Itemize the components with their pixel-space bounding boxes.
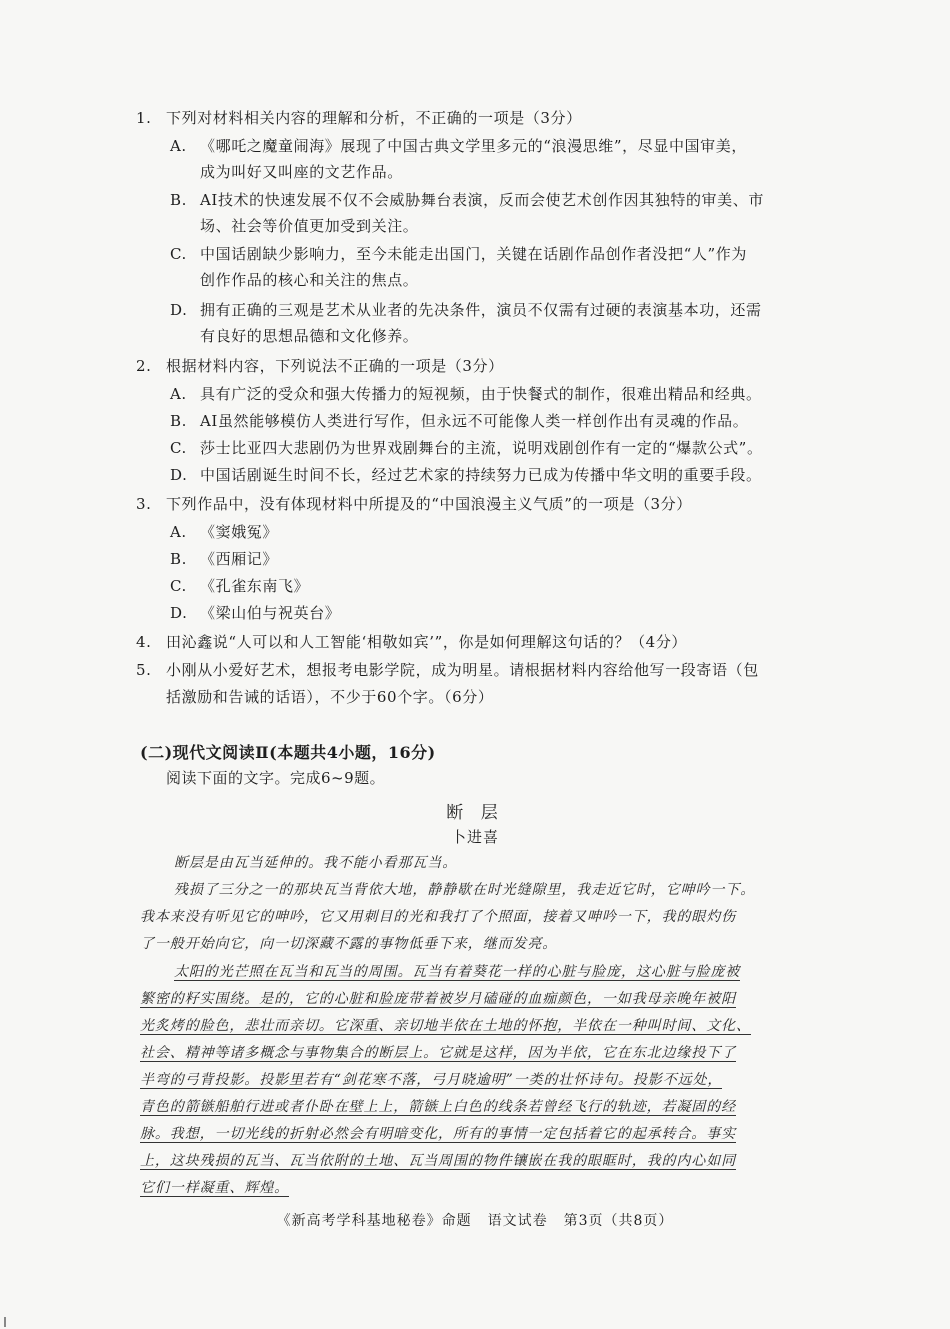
question-number: 4. bbox=[136, 633, 152, 651]
passage-line bbox=[140, 1124, 736, 1144]
footer-subject: 语文试卷 bbox=[487, 1213, 548, 1229]
passage-line bbox=[140, 989, 736, 1009]
question-number: 5. bbox=[136, 661, 152, 679]
question-number: 1. bbox=[136, 109, 152, 127]
option-letter: B. bbox=[170, 191, 187, 209]
option-3b bbox=[170, 549, 278, 569]
section-heading: (二)现代文阅读Ⅱ(本题共4小题，16分) bbox=[140, 743, 436, 762]
footer-page-number: 第3页（共8页） bbox=[563, 1213, 674, 1229]
option-text: 《孔雀东南飞》 bbox=[200, 577, 310, 595]
footer-source: 《新高考学科基地秘卷》命题 bbox=[276, 1213, 472, 1229]
option-3c bbox=[170, 576, 309, 596]
option-text: 中国话剧缺少影响力，至今未能走出国门，关键在话剧作品创作者没把“人”作为 bbox=[200, 245, 747, 263]
underlined-text: 半弯的弓背投影。投影里若有“剑花寒不落，弓月晓逾明”一类的壮怀诗句。投影不远处， bbox=[140, 1072, 723, 1088]
option-text: AI虽然能够模仿人类进行写作，但永远不可能像人类一样创作出有灵魂的作品。 bbox=[200, 412, 749, 430]
question-3 bbox=[136, 494, 692, 514]
option-letter: A. bbox=[170, 523, 187, 541]
passage-line bbox=[140, 1097, 736, 1117]
passage-line: 断层是由瓦当延伸的。我不能小看那瓦当。 bbox=[174, 855, 458, 871]
story-title: 断 层 bbox=[446, 803, 504, 823]
passage-line bbox=[174, 962, 740, 982]
option-text: 《西厢记》 bbox=[200, 550, 279, 568]
question-2 bbox=[136, 356, 504, 376]
option-text: 《哪吒之魔童闹海》展现了中国古典文学里多元的“浪漫思维”，尽显中国审美， bbox=[200, 137, 747, 155]
option-text: 中国话剧诞生时间不长，经过艺术家的持续努力已成为传播中华文明的重要手段。 bbox=[200, 466, 762, 484]
option-1b-cont: 场、社会等价值更加受到关注。 bbox=[200, 217, 419, 235]
question-4 bbox=[136, 632, 687, 652]
passage-line: 残损了三分之一的那块瓦当背依大地，静静歇在时光缝隙里，我走近它时，它呻吟一下。 bbox=[174, 882, 756, 898]
passage-line bbox=[140, 1043, 736, 1063]
story-author: 卜进喜 bbox=[450, 828, 499, 846]
question-5-cont: 括激励和告诫的话语），不少于60个字。（6分） bbox=[166, 688, 494, 706]
question-5 bbox=[136, 660, 759, 680]
option-text: 《梁山伯与祝英台》 bbox=[200, 604, 341, 622]
underlined-text: 光炙烤的脸色，悲壮而亲切。它深重、亲切地半依在土地的怀抱，半依在一种叫时间、文化、 bbox=[140, 1018, 751, 1034]
option-letter: A. bbox=[170, 137, 187, 155]
option-2a bbox=[170, 384, 762, 404]
underlined-text: 上，这块残损的瓦当、瓦当依附的土地、瓦当周围的物件镶嵌在我的眼眶时，我的内心如同 bbox=[140, 1153, 736, 1169]
page-footer bbox=[0, 1210, 950, 1230]
option-text: 拥有正确的三观是艺术从业者的先决条件，演员不仅需有过硬的表演基本功，还需 bbox=[200, 301, 762, 319]
option-letter: D. bbox=[170, 301, 188, 319]
option-2b bbox=[170, 411, 748, 431]
scan-edge-mark bbox=[4, 1317, 6, 1327]
passage-line bbox=[140, 1178, 289, 1198]
section-instruction: 阅读下面的文字。完成6~9题。 bbox=[166, 769, 386, 787]
passage-line: 我本来没有听见它的呻吟，它又用刺目的光和我打了个照面，接着又呻吟一下，我的眼灼伤 bbox=[140, 909, 736, 925]
underlined-text: 它们一样凝重、辉煌。 bbox=[140, 1180, 289, 1196]
option-2c bbox=[170, 438, 763, 458]
option-letter: D. bbox=[170, 604, 188, 622]
passage-line bbox=[140, 1016, 751, 1036]
option-1a bbox=[170, 136, 747, 156]
option-letter: B. bbox=[170, 412, 187, 430]
option-2d bbox=[170, 465, 762, 485]
option-1d bbox=[170, 300, 762, 320]
option-1c-cont: 创作作品的核心和关注的焦点。 bbox=[200, 271, 419, 289]
option-1d-cont: 有良好的思想品德和文化修养。 bbox=[200, 327, 419, 345]
question-stem: 下列对材料相关内容的理解和分析，不正确的一项是（3分） bbox=[166, 109, 582, 127]
underlined-text: 社会、精神等诸多概念与事物集合的断层上。它就是这样，因为半依，它在东北边缘投下了 bbox=[140, 1045, 736, 1061]
option-text: 莎士比亚四大悲剧仍为世界戏剧舞台的主流，说明戏剧创作有一定的“爆款公式”。 bbox=[200, 439, 763, 457]
option-text: 《窦娥冤》 bbox=[200, 523, 279, 541]
option-1c bbox=[170, 244, 747, 264]
question-number: 3. bbox=[136, 495, 152, 513]
underlined-text: 太阳的光芒照在瓦当和瓦当的周围。瓦当有着葵花一样的心脏与脸庞，这心脏与脸庞被 bbox=[174, 964, 741, 980]
passage-line: 了一般开始向它，向一切深藏不露的事物低垂下来，继而发亮。 bbox=[140, 936, 558, 952]
option-letter: B. bbox=[170, 550, 187, 568]
question-stem: 小刚从小爱好艺术，想报考电影学院，成为明星。请根据材料内容给他写一段寄语（包 bbox=[166, 661, 759, 679]
option-1b bbox=[170, 190, 764, 210]
option-3a bbox=[170, 522, 278, 542]
option-1a-cont: 成为叫好又叫座的文艺作品。 bbox=[200, 163, 403, 181]
question-number: 2. bbox=[136, 357, 152, 375]
question-1 bbox=[136, 108, 582, 128]
option-letter: C. bbox=[170, 577, 187, 595]
option-text: 具有广泛的受众和强大传播力的短视频，由于快餐式的制作，很难出精品和经典。 bbox=[200, 385, 762, 403]
underlined-text: 脉。我想，一切光线的折射必然会有明暗变化，所有的事情一定包括着它的起承转合。事实 bbox=[140, 1126, 736, 1142]
underlined-text: 繁密的籽实围绕。是的，它的心脏和脸庞带着被岁月磕碰的血痂颜色，一如我母亲晚年被阳 bbox=[140, 991, 736, 1007]
question-stem: 田沁鑫说“人可以和人工智能‘相敬如宾’”，你是如何理解这句话的？（4分） bbox=[166, 633, 688, 651]
option-letter: A. bbox=[170, 385, 187, 403]
option-letter: D. bbox=[170, 466, 188, 484]
option-text: AI技术的快速发展不仅不会威胁舞台表演，反而会使艺术创作因其独特的审美、市 bbox=[200, 191, 764, 209]
option-3d bbox=[170, 603, 340, 623]
question-stem: 根据材料内容，下列说法不正确的一项是（3分） bbox=[166, 357, 504, 375]
passage-line bbox=[140, 1151, 736, 1171]
option-letter: C. bbox=[170, 245, 187, 263]
question-stem: 下列作品中，没有体现材料中所提及的“中国浪漫主义气质”的一项是（3分） bbox=[166, 495, 692, 513]
option-letter: C. bbox=[170, 439, 187, 457]
passage-line bbox=[140, 1070, 722, 1090]
underlined-text: 青色的箭镞船舶行进或者仆卧在壁上上，箭镞上白色的线条若曾经飞行的轨迹，若凝固的经 bbox=[140, 1099, 736, 1115]
